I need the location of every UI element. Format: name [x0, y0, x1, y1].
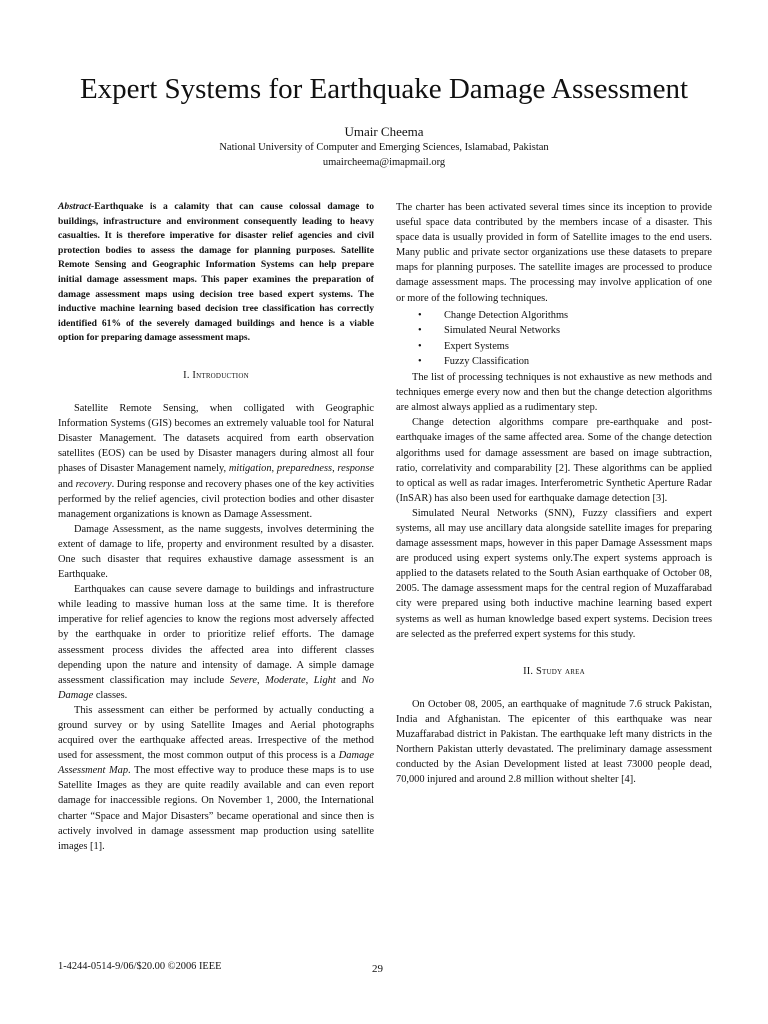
section-number: I.	[183, 369, 193, 381]
emphasis: response	[337, 463, 374, 475]
section-title: Introduction	[192, 369, 249, 381]
text-run: and	[335, 674, 362, 686]
list-item	[418, 308, 712, 324]
author-email: umaircheema@imapmail.org	[322, 157, 446, 168]
emphasis: Moderate	[265, 674, 306, 686]
list-item-label: Fuzzy Classification	[444, 356, 530, 368]
copyright-line: 1-4244-0514-9/06/$20.00 ©2006 IEEE	[58, 961, 222, 972]
page-number: 29	[372, 963, 383, 975]
author-name: Umair Cheema	[344, 124, 424, 139]
list-item	[418, 354, 712, 370]
intro-paragraph-3	[58, 582, 374, 703]
intro-paragraph-2: Damage Assessment, as the name suggests, involves determining the extent of damage to life, property and environment resulted by a disaster. One such disaster that requires exhaustive damage assessment is an Earthquake.	[58, 523, 374, 581]
section-heading-introduction	[58, 368, 374, 383]
emphasis: recovery	[75, 478, 112, 490]
processing-paragraph: The list of processing techniques is not exhaustive as new methods and techniques emerge every now and then but the change detection algorithms are almost always applied as a rudimentary step.	[396, 372, 712, 414]
text-run: ,	[271, 463, 277, 475]
list-item	[418, 339, 712, 355]
paper-title: Expert Systems for Earthquake Damage Assessment	[79, 73, 689, 105]
text-run: . The most effective way to produce these maps is to use Satellite Images as they are quite readily available and can even report damage for inaccessible regions. On November 1, 2000, the International charter “Space and Major Disasters” became operational and since then is actively involved in damage assessment map production using satellite images [1].	[58, 765, 375, 852]
bullet-icon: •	[418, 325, 422, 337]
techniques-list	[396, 308, 712, 370]
text-run: ,	[305, 674, 314, 686]
text-run: This assessment can either be performed by actually conducting a ground survey or by using Satellite Images and Aerial photographs acquired over the earthquake affected areas. Irrespective of the method used for assessment, the most common output of this process is a	[58, 704, 374, 762]
emphasis: No Damage	[58, 674, 375, 701]
list-item-label: Expert Systems	[444, 340, 509, 352]
list-item	[418, 323, 712, 339]
list-item-label: Change Detection Algorithms	[444, 309, 569, 321]
intro-paragraph-1	[58, 401, 374, 522]
text-run: and	[58, 478, 76, 490]
text-run: . During response and recovery phases one of the key activities performed by the relief agencies, civil protection bodies and other disaster management organizations is known as Damage Assessment.	[58, 478, 374, 520]
charter-paragraph: The charter has been activated several times since its inception to provide useful space data contributed by the members incase of a disaster. This space data is usually provided in form of Satellite images to the end users. Many public and private sector organizations use these datasets to prepare maps for planning purposes. The satellite images are processed to produce damage assessment maps. The processing may involve application of one or more of the following techniques.	[396, 202, 712, 304]
author-affiliation: National University of Computer and Emerging Sciences, Islamabad, Pakistan	[219, 142, 549, 153]
left-column	[58, 200, 374, 854]
emphasis: Damage Assessment Map	[58, 750, 374, 777]
text-run: ,	[332, 463, 338, 475]
abstract-label: Abstract-	[58, 201, 95, 212]
expert-systems-paragraph: Simulated Neural Networks (SNN), Fuzzy classifiers and expert systems, all may use ancillary data alongside satellite images for preparing damage assessment maps, however in this paper Damage Assessment maps are produced using expert systems only.The expert systems approach is applied to the datasets related to the South Asian earthquake of October 08, 2005. The damage assessment maps for the central region of Muzaffarabad city were prepared using both inductive machine learning based expert systems as well as human knowledge based expert systems. Decision trees are selected as the preferred expert systems for this study.	[396, 507, 712, 640]
list-item-label: Simulated Neural Networks	[444, 325, 561, 337]
study-area-paragraph: On October 08, 2005, an earthquake of magnitude 7.6 struck Pakistan, India and Afghanistan. The epicenter of this earthquake was near Muzaffarabad district in Pakistan. The earthquake left many districts in the Northern Pakistan utterly devastated. The preliminary damage assessment conducted by the Asian Development listed at least 73000 people dead, 70,000 injured and around 2.8 million without shelter [4].	[396, 698, 712, 786]
text-run: Satellite Remote Sensing, when colligated with Geographic Information Systems (GIS) becomes an extremely valuable tool for Natural Disaster Management. The datasets acquired from earth observation satellites (EOS) can be used by Disaster managers during almost all four phases of Disaster Management namely,	[58, 403, 374, 475]
text-run: ,	[257, 674, 266, 686]
emphasis: Light	[313, 674, 336, 686]
text-run: Earthquakes can cause severe damage to buildings and infrastructure while leading to massive human loss at the same time. It is therefore imperative for relief agencies to know the regions most adversely affected by the earthquake in order to prioritize relief efforts. The damage assessment process divides the affected area into different classes depending upon the nature and intensity of damage. A simple damage assessment classification may include	[58, 584, 374, 686]
bullet-icon: •	[418, 356, 422, 368]
bullet-icon: •	[418, 340, 422, 352]
section-number: II.	[523, 665, 537, 677]
right-column	[396, 200, 712, 787]
emphasis: preparedness	[276, 463, 333, 475]
abstract-text: Earthquake is a calamity that can cause colossal damage to buildings, infrastructure and environment consequently leading to heavy casualties. It is therefore imperative for disaster relief agencies and civil protection bodies to assess the damage for planning purposes. Satellite Remote Sensing and Geographic Information Systems can help prepare initial damage assessment maps. This paper examines the preparation of damage assessment maps using decision tree based expert systems. The inductive machine learning based decision tree classification has correctly identified 61% of the severely damaged buildings and hence is a viable option for preparing damage assessment maps.	[58, 201, 374, 344]
intro-paragraph-4	[58, 703, 374, 854]
text-run: classes.	[93, 689, 128, 701]
emphasis: mitigation	[228, 463, 272, 475]
emphasis: Severe	[229, 674, 258, 686]
section-heading-study-area	[396, 664, 712, 679]
change-detection-paragraph: Change detection algorithms compare pre-earthquake and post-earthquake images of the same affected area. Some of the change detection algorithms used for damage assessment are based on image subtraction, ratio, correlativity and comparability [2]. These algorithms can be applied to optical as well as radar images. Interferometric Synthetic Aperture Radar (InSAR) has also been used for earthquake damage detection [3].	[396, 417, 712, 504]
bullet-icon: •	[418, 309, 422, 321]
abstract	[58, 200, 374, 346]
section-title: Study area	[536, 665, 585, 677]
